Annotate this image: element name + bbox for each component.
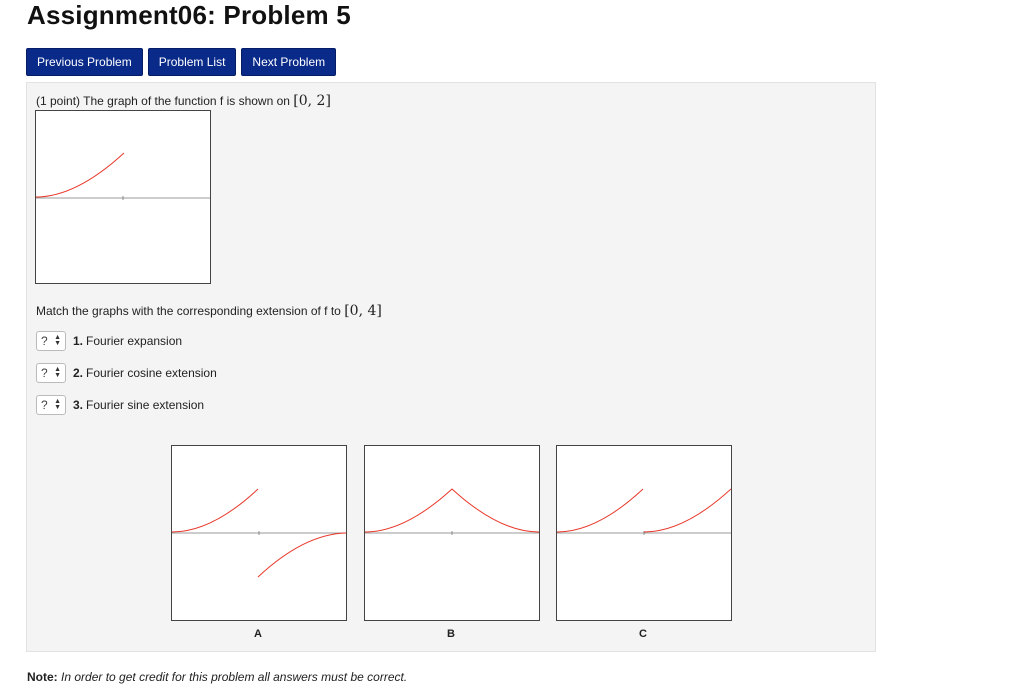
graph-a-svg — [172, 446, 346, 620]
note-text: In order to get credit for this problem all answers must be correct. — [61, 670, 408, 684]
graph-b — [364, 445, 540, 621]
answer-number-2: 2. — [73, 366, 84, 380]
answer-label-3: Fourier sine extension — [86, 398, 205, 412]
graph-c-label: C — [639, 628, 647, 640]
problem-intro-text: (1 point) The graph of the function f is shown on — [36, 94, 290, 108]
answer-label-2: Fourier cosine extension — [86, 366, 217, 380]
curve-b — [365, 489, 539, 532]
graph-c-svg — [557, 446, 731, 620]
curve-a-left — [172, 489, 258, 532]
function-graph — [35, 110, 211, 284]
next-problem-button[interactable]: Next Problem — [241, 48, 336, 76]
answer-select-1-value: ? — [41, 334, 48, 348]
interval-0-2: [0, 2] — [293, 93, 331, 109]
credit-note — [27, 670, 407, 684]
curve-c-right — [644, 489, 731, 532]
answer-row-3 — [36, 395, 204, 415]
select-arrows-icon: ▲ ▼ — [54, 334, 61, 347]
match-text: Match the graphs with the corresponding extension of f to — [36, 304, 341, 318]
select-arrows-icon: ▲ ▼ — [54, 366, 61, 379]
answer-select-1[interactable] — [36, 331, 66, 351]
graph-b-label: B — [447, 628, 455, 640]
problem-nav — [26, 48, 336, 76]
answer-select-2[interactable] — [36, 363, 66, 383]
graph-c — [556, 445, 732, 621]
answer-number-3: 3. — [73, 398, 84, 412]
curve-a-right — [258, 533, 346, 577]
answer-row-2 — [36, 363, 217, 383]
answer-number-1: 1. — [73, 334, 84, 348]
previous-problem-button[interactable]: Previous Problem — [26, 48, 143, 76]
function-graph-svg — [36, 111, 210, 283]
problem-list-button[interactable]: Problem List — [148, 48, 237, 76]
graph-b-svg — [365, 446, 539, 620]
page-title: Assignment06: Problem 5 — [27, 0, 351, 30]
graph-a-label: A — [254, 628, 262, 640]
match-instruction — [36, 303, 382, 319]
note-label: Note: — [27, 670, 58, 684]
problem-statement — [36, 93, 331, 109]
graph-a — [171, 445, 347, 621]
answer-label-1: Fourier expansion — [86, 334, 183, 348]
answer-select-3[interactable] — [36, 395, 66, 415]
select-arrows-icon: ▲ ▼ — [54, 398, 61, 411]
curve-c-left — [557, 489, 643, 532]
problem-panel — [26, 82, 876, 652]
answer-select-3-value: ? — [41, 398, 48, 412]
interval-0-4: [0, 4] — [344, 303, 382, 319]
answer-select-2-value: ? — [41, 366, 48, 380]
answer-row-1 — [36, 331, 182, 351]
f-curve — [36, 153, 124, 197]
